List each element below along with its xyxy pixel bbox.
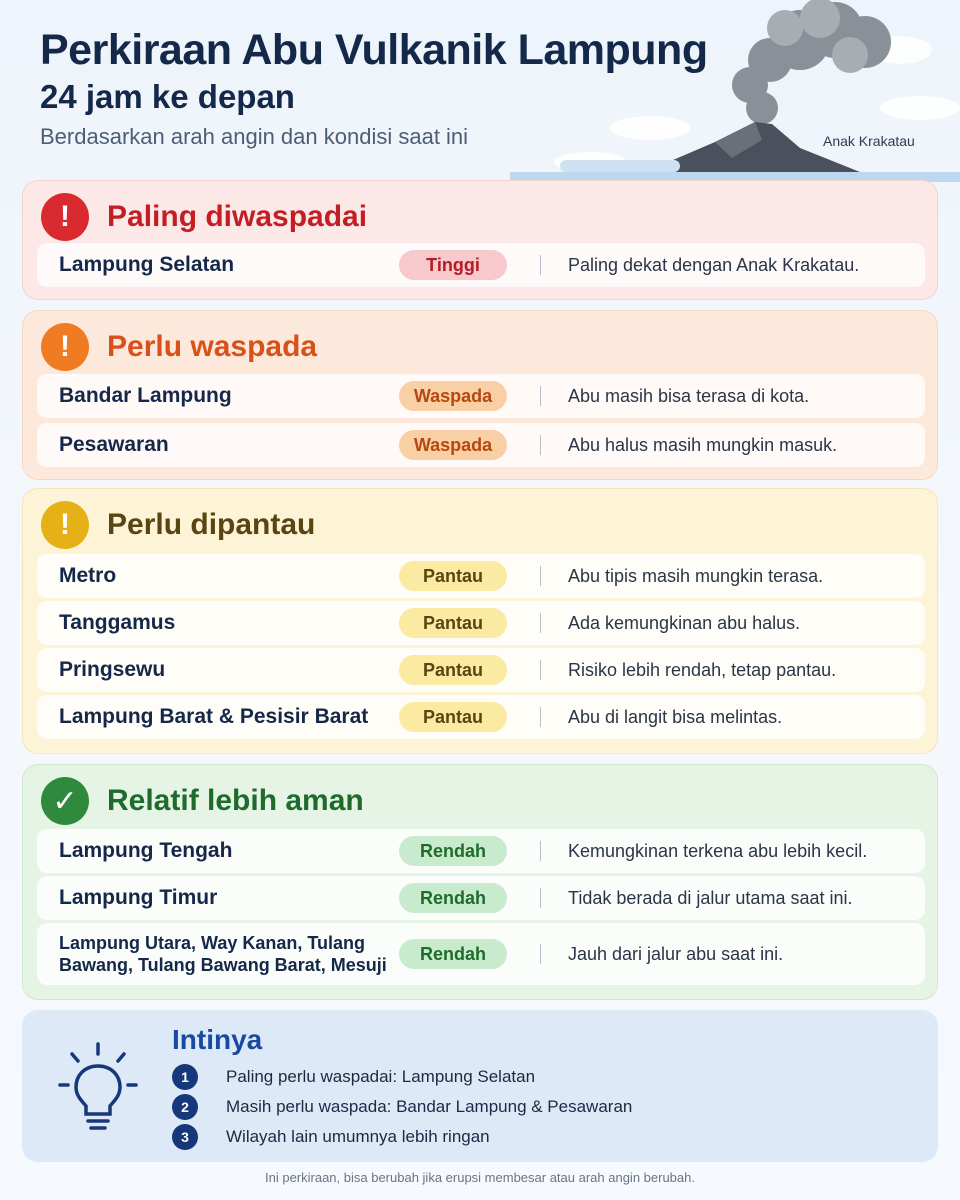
page-subtitle: 24 jam ke depan xyxy=(40,78,295,115)
exclamation-icon: ! xyxy=(41,501,89,549)
region-row xyxy=(37,695,925,739)
section-title: Perlu dipantau xyxy=(107,508,316,541)
level-badge: Rendah xyxy=(399,836,507,866)
region-name: Pringsewu xyxy=(59,658,166,681)
region-row xyxy=(37,601,925,645)
region-row xyxy=(37,876,925,920)
number-badge: 2 xyxy=(172,1094,198,1120)
section-header xyxy=(41,777,364,825)
divider xyxy=(540,435,541,455)
region-name: Lampung Barat & Pesisir Barat xyxy=(59,705,369,728)
level-badge: Pantau xyxy=(399,561,507,591)
level-badge: Tinggi xyxy=(399,250,507,280)
divider xyxy=(540,841,541,861)
volcano-label: Anak Krakatau xyxy=(823,133,915,149)
level-badge: Pantau xyxy=(399,608,507,638)
divider xyxy=(540,613,541,633)
level-badge: Pantau xyxy=(399,702,507,732)
region-name: Metro xyxy=(59,564,117,587)
section-safe xyxy=(22,764,938,1000)
region-description: Ada kemungkinan abu halus. xyxy=(568,612,801,633)
region-row xyxy=(37,554,925,598)
region-row xyxy=(37,423,925,467)
summary-item xyxy=(172,1064,535,1090)
page-tagline: Berdasarkan arah angin dan kondisi saat ini xyxy=(40,124,469,149)
region-description: Abu tipis masih mungkin terasa. xyxy=(568,565,824,586)
divider xyxy=(540,660,541,680)
summary-panel xyxy=(22,1010,938,1162)
section-alert xyxy=(22,310,938,480)
level-badge: Waspada xyxy=(399,381,507,411)
divider xyxy=(540,386,541,406)
footnote: Ini perkiraan, bisa berubah jika erupsi membesar atau arah angin berubah. xyxy=(265,1170,695,1185)
region-description: Risiko lebih rendah, tetap pantau. xyxy=(568,659,837,680)
page-title: Perkiraan Abu Vulkanik Lampung xyxy=(40,26,708,74)
section-header xyxy=(41,501,315,549)
region-name: Lampung Tengah xyxy=(59,839,233,862)
divider xyxy=(540,255,541,275)
region-name: Bandar Lampung xyxy=(59,384,232,407)
summary-item-text: Masih perlu waspada: Bandar Lampung & Pesawaran xyxy=(226,1097,633,1116)
summary-title: Intinya xyxy=(172,1024,263,1055)
section-title: Paling diwaspadai xyxy=(107,200,368,233)
summary-item xyxy=(172,1124,490,1150)
lightbulb-icon xyxy=(58,1040,138,1136)
summary-item-text: Paling perlu waspadai: Lampung Selatan xyxy=(226,1067,536,1086)
region-description: Abu halus masih mungkin masuk. xyxy=(568,434,838,455)
region-description: Kemungkinan terkena abu lebih kecil. xyxy=(568,840,868,861)
region-name: Tanggamus xyxy=(59,611,176,634)
exclamation-icon: ! xyxy=(41,323,89,371)
region-row xyxy=(37,829,925,873)
region-row xyxy=(37,648,925,692)
exclamation-icon: ! xyxy=(41,193,89,241)
number-badge: 1 xyxy=(172,1064,198,1090)
section-high-alert xyxy=(22,180,938,300)
section-monitor xyxy=(22,488,938,754)
section-header xyxy=(41,323,317,371)
divider xyxy=(540,944,541,964)
level-badge: Rendah xyxy=(399,883,507,913)
number-badge: 3 xyxy=(172,1124,198,1150)
region-description: Paling dekat dengan Anak Krakatau. xyxy=(568,254,860,275)
region-name: Lampung Selatan xyxy=(59,253,235,276)
region-row xyxy=(37,374,925,418)
region-name: Pesawaran xyxy=(59,433,169,456)
summary-item-text: Wilayah lain umumnya lebih ringan xyxy=(226,1127,490,1146)
level-badge: Waspada xyxy=(399,430,507,460)
divider xyxy=(540,566,541,586)
checkmark-icon: ✓ xyxy=(41,777,89,825)
divider xyxy=(540,888,541,908)
level-badge: Rendah xyxy=(399,939,507,969)
region-description: Abu masih bisa terasa di kota. xyxy=(568,385,810,406)
region-row xyxy=(37,243,925,287)
region-name: Lampung Utara, Way Kanan, Tulang Bawang, Tulang Bawang Barat, Mesuji xyxy=(59,933,387,975)
section-header xyxy=(41,193,367,241)
region-description: Abu di langit bisa melintas. xyxy=(568,706,783,727)
region-name: Lampung Timur xyxy=(59,886,218,909)
divider xyxy=(540,707,541,727)
section-title: Perlu waspada xyxy=(107,330,318,363)
region-description: Tidak berada di jalur utama saat ini. xyxy=(568,887,853,908)
summary-item xyxy=(172,1094,632,1120)
header xyxy=(0,0,960,185)
level-badge: Pantau xyxy=(399,655,507,685)
region-row xyxy=(37,923,925,985)
section-title: Relatif lebih aman xyxy=(107,784,364,817)
region-description: Jauh dari jalur abu saat ini. xyxy=(568,943,784,964)
